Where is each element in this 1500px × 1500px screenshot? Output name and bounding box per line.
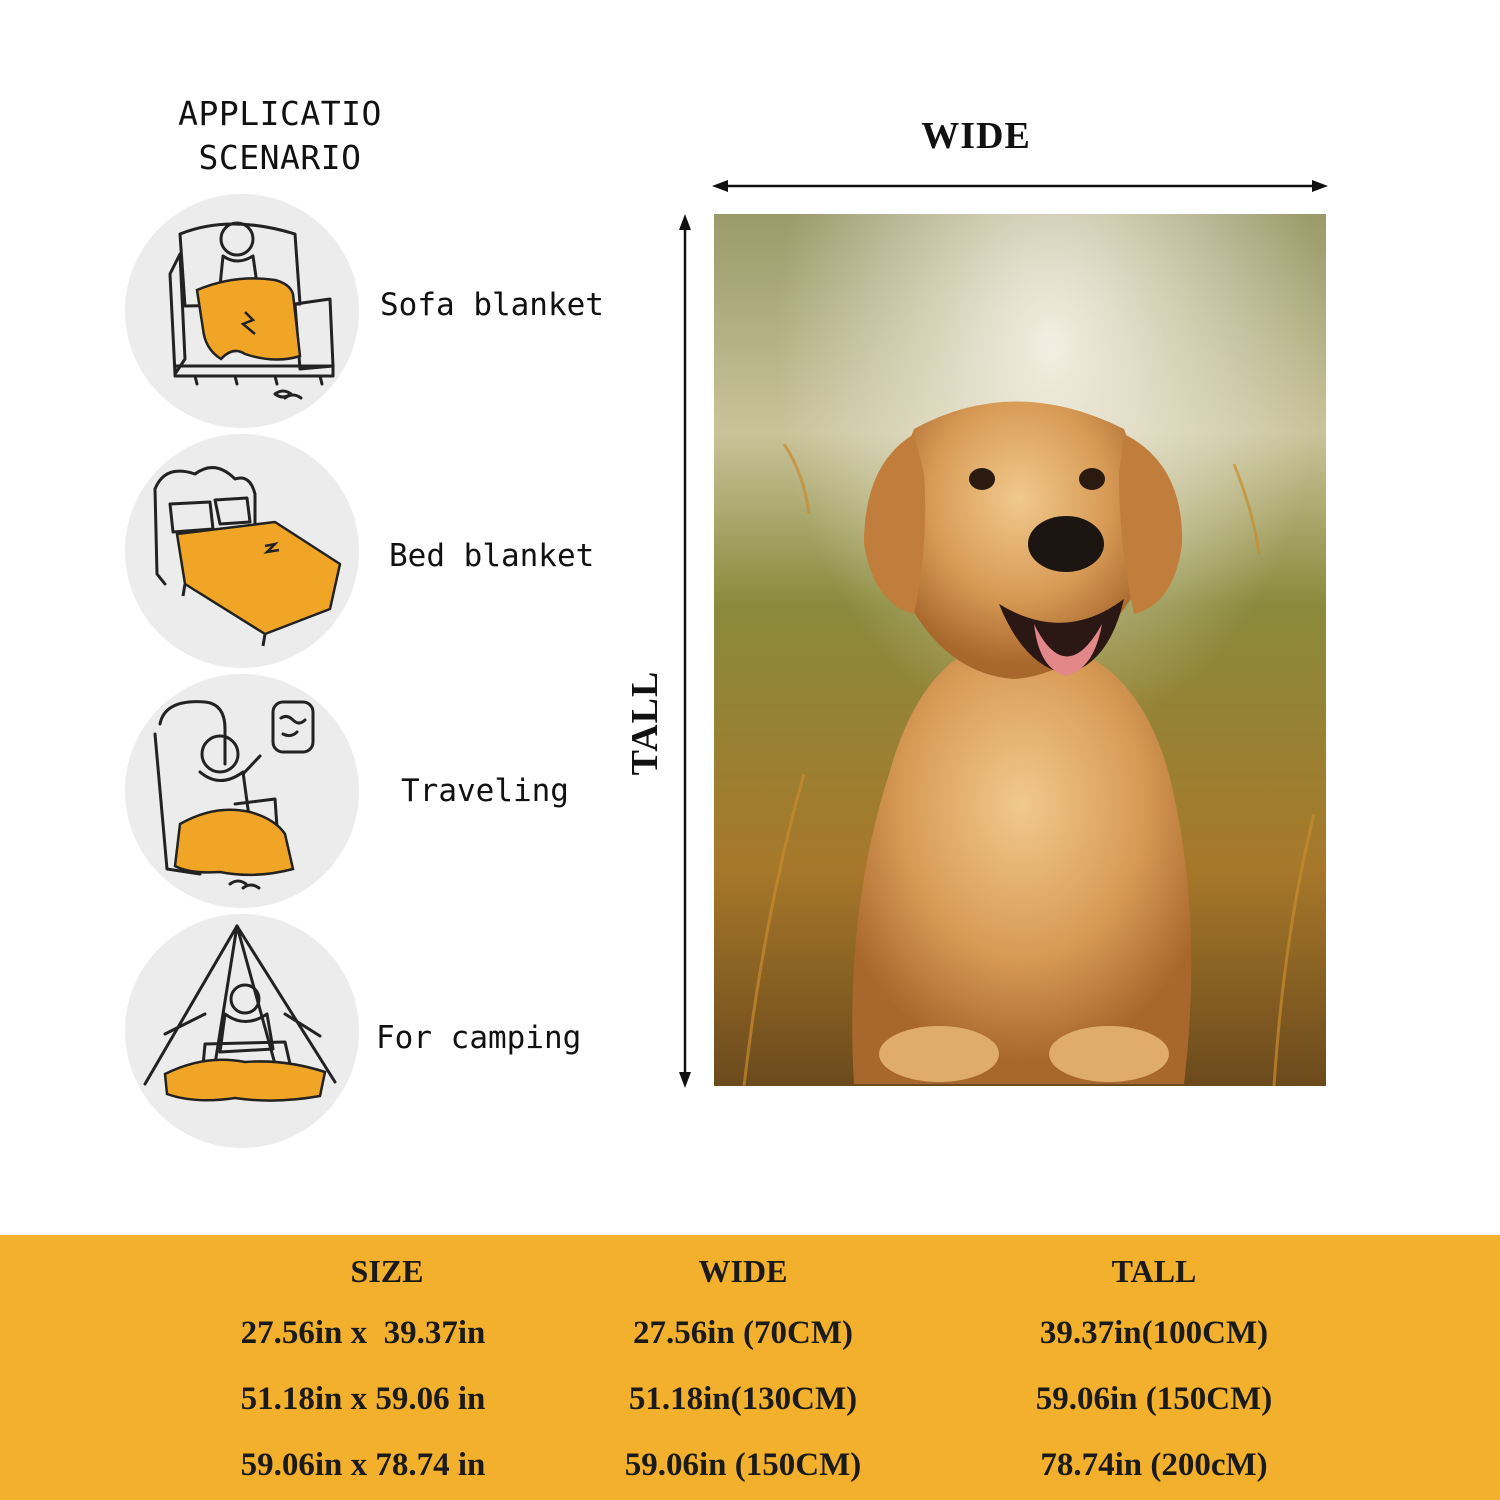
scenario-label-camping: For camping	[376, 1020, 582, 1056]
row3-wide: 59.06in (150CM)	[624, 1447, 862, 1483]
row2-tall: 59.06in (150CM)	[1035, 1381, 1273, 1417]
header-wide: WIDE	[698, 1253, 788, 1289]
title-line-1: APPLICATIO	[178, 94, 382, 133]
scenario-label-bed: Bed blanket	[389, 538, 595, 574]
tall-dimension-label: TALL	[624, 670, 666, 776]
scenario-label-sofa: Sofa blanket	[380, 287, 604, 323]
sofa-blanket-illustration	[125, 194, 359, 428]
row2-size: 51.18in x 59.06 in	[240, 1381, 486, 1417]
row1-wide: 27.56in (70CM)	[633, 1315, 853, 1351]
application-scenario-title	[140, 92, 420, 180]
traveling-illustration	[125, 674, 359, 908]
camping-illustration	[125, 914, 359, 1148]
row1-size: 27.56in x 39.37in	[240, 1315, 486, 1351]
title-line-2: SCENARIO	[198, 138, 362, 177]
row3-size: 59.06in x 78.74 in	[240, 1447, 486, 1483]
wide-arrow	[710, 176, 1330, 196]
wide-dimension-label: WIDE	[921, 115, 1031, 157]
size-table	[0, 1235, 1500, 1500]
bed-blanket-illustration	[125, 434, 359, 668]
header-tall: TALL	[1111, 1253, 1197, 1289]
row1-tall: 39.37in(100CM)	[1039, 1315, 1269, 1351]
golden-retriever-photo	[714, 214, 1326, 1086]
row3-tall: 78.74in (200cM)	[1040, 1447, 1268, 1483]
header-size: SIZE	[350, 1253, 424, 1289]
row2-wide: 51.18in(130CM)	[628, 1381, 858, 1417]
tall-arrow	[675, 212, 695, 1090]
scenario-label-traveling: Traveling	[401, 773, 569, 809]
